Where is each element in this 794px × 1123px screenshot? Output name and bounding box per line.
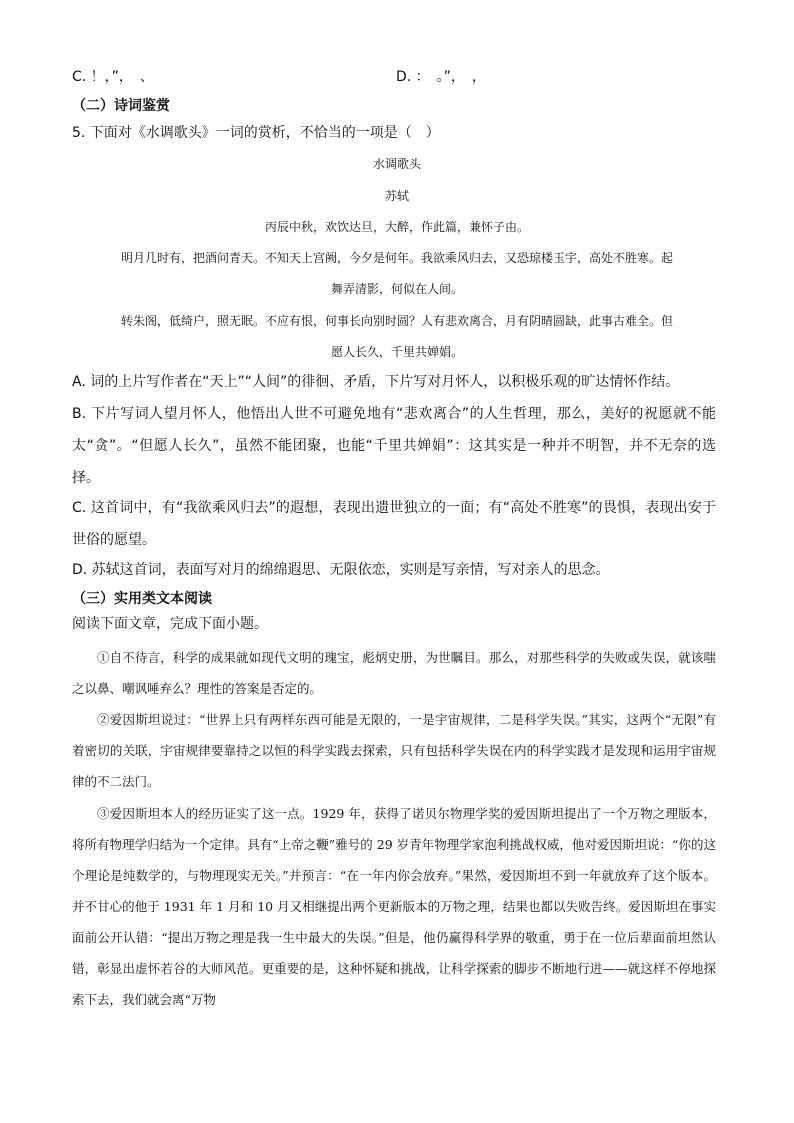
reading-paragraph-2: ②爱因斯坦说过：“世界上只有两样东西可能是无限的，一是宇宙规律，二是科学失误。”其实，这两个“无限”有着密切的关联，宇宙规律要靠持之以恒的科学实践去探索，只有包括科学失误在内的科学实践才是发现和运用宇宙规律的不二法门。: [72, 712, 716, 789]
poem-line-4: 愿人长久，千里共婵娟。: [330, 345, 463, 359]
section2-heading: （二）诗词鉴赏: [72, 98, 170, 114]
poem-author: 苏轼: [384, 189, 409, 203]
section3-heading: （三）实用类文本阅读: [72, 591, 212, 607]
choice-c: C. 这首词中，有“我欲乘风归去”的遐想，表现出遗世独立的一面；有“高处不胜寒”的畏惧，表现出安于世俗的愿望。: [72, 500, 716, 548]
choice-b: B. 下片写词人望月怀人，他悟出人世不可避免地有“悲欢离合”的人生哲理，那么，美好的祝愿就不能太“贪”。“但愿人长久”，虽然不能团聚，也能“千里共婵娟”：这其实是一种并不明智，并不无奈的选择。: [72, 406, 716, 486]
poem-line-1: 明月几时有，把酒问青天。不知天上宫阙，今夕是何年。我欲乘风归去，又恐琼楼玉宇，高处不胜寒。起: [120, 251, 673, 265]
poem-line-2: 舞弄清影，何似在人间。: [330, 282, 463, 296]
poem-title: 水调歌头: [372, 157, 421, 171]
punctuation-options-row: [72, 66, 712, 86]
reading-paragraph-3: ③爱因斯坦本人的经历证实了这一点。1929 年，获得了诺贝尔物理学奖的爱因斯坦提出了一个万物之理版本，将所有物理学归结为一个定律。具有“上帝之鞭”雅号的 29 岁青年物理学家泡利挑战权威，他对爱因斯坦说：“你的这个理论是纯数学的，与物理现实无关。”并预言：“在一年内你会放弃。”果然，爱因斯坦不到一年就放弃了这个版本。并不甘心的他于 1931 年 1 月和 10 月又相继提出两个更新版本的万物之理，结果也都以失败告终。爱因斯坦在事实面前公开认错：“提出万物之理是我一生中最大的失误。”但是，他仍赢得科学界的敬重，勇于在一位后辈面前坦然认错，彰显出虚怀若谷的大师风范。更重要的是，这种怀疑和挑战，让科学探索的脚步不断地行进——就这样不停地探索下去，我们就会离“万物: [72, 806, 716, 1007]
reading-instruction: 阅读下面文章，完成下面小题。: [72, 616, 268, 632]
option-d-punctuation: D. ： 。”， ，: [396, 69, 486, 85]
choice-d: D. 苏轼这首词，表面写对月的绵绵遐思、无限依恋，实则是写亲情，写对亲人的思念。: [72, 562, 610, 578]
choice-a: A. 词的上片写作者在“天上”“人间”的徘徊、矛盾，下片写对月怀人，以积极乐观的旷达情怀作结。: [72, 374, 680, 390]
question-5: 5. 下面对《水调歌头》一词的赏析，不恰当的一项是（ ）: [72, 125, 440, 141]
reading-paragraph-1: ①自不待言，科学的成果就如现代文明的瑰宝，彪炳史册，为世瞩目。那么，对那些科学的失败或失误，就该嗤之以鼻、嘲讽唾弃么？理性的答案是否定的。: [72, 650, 716, 696]
poem-preface: 丙辰中秋，欢饮达旦，大醉，作此篇，兼怀子由。: [264, 220, 529, 234]
poem-line-3: 转朱阁，低绮户，照无眠。不应有恨，何事长向别时圆？人有悲欢离合，月有阴晴圆缺，此事古难全。但: [120, 314, 673, 328]
option-c-punctuation: C. ！，”， 、: [72, 69, 154, 85]
